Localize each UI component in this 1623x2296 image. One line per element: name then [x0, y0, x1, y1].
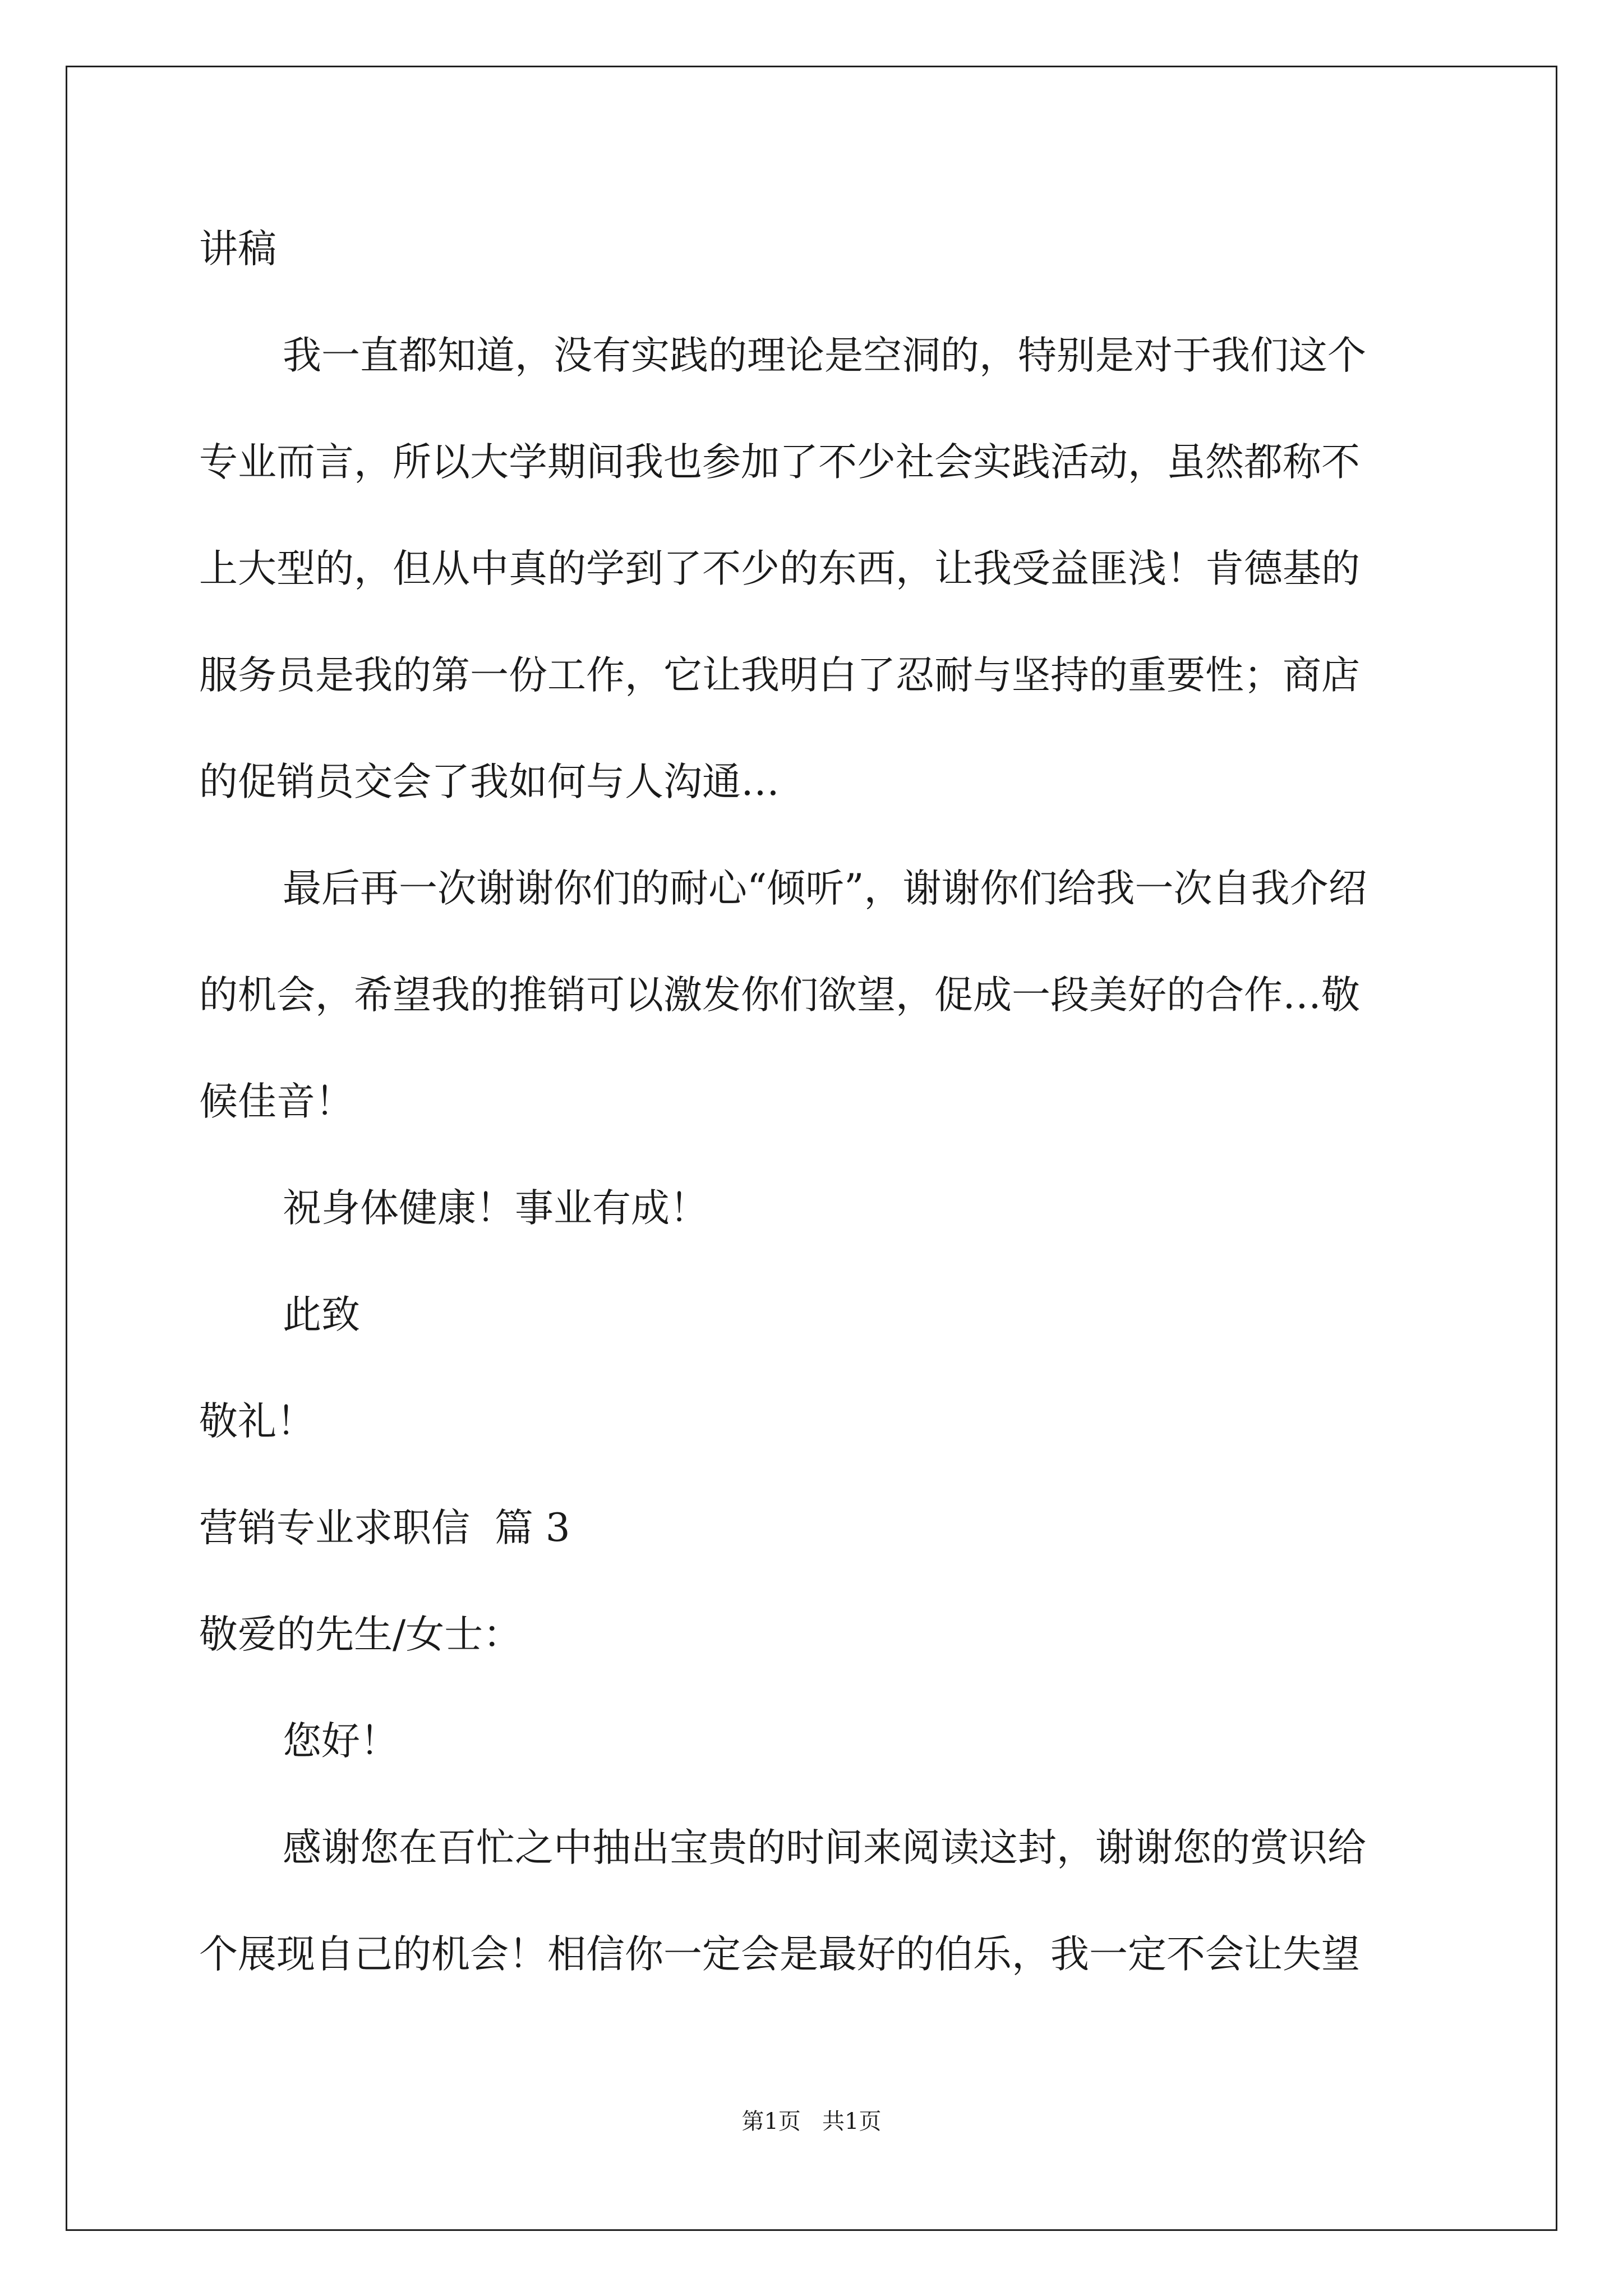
- text-line-closing: 此致: [283, 1292, 360, 1337]
- text-line-wishes: 祝身体健康！事业有成！: [283, 1186, 708, 1231]
- text-line-hello: 您好！: [283, 1719, 399, 1764]
- text-line: 的机会，希望我的推销可以激发你们欲望，促成一段美好的合作…敬: [199, 973, 1360, 1018]
- text-line-paragraph-2-start: 最后再一次谢谢你们的耐心“倾听”，谢谢你们给我一次自我介绍: [283, 866, 1367, 911]
- section-heading: 营销专业求职信 篇 3: [199, 1506, 570, 1550]
- text-line-heading-fragment: 讲稿: [199, 227, 276, 272]
- text-line: 专业而言，所以大学期间我也参加了不少社会实践活动，虽然都称不: [199, 440, 1360, 485]
- text-line: 服务员是我的第一份工作，它让我明白了忍耐与坚持的重要性；商店: [199, 653, 1360, 698]
- text-line-paragraph-1-start: 我一直都知道，没有实践的理论是空洞的，特别是对于我们这个: [283, 333, 1366, 378]
- text-line: 个展现自己的机会！相信你一定会是最好的伯乐，我一定不会让失望: [199, 1932, 1360, 1977]
- page-footer: 第1页 共1页: [741, 2109, 882, 2134]
- page-border: [66, 66, 1557, 2231]
- text-line: 的促销员交会了我如何与人沟通…: [199, 760, 780, 804]
- text-line-greeting: 敬爱的先生/女士：: [199, 1612, 522, 1657]
- text-line: 候佳音！: [199, 1079, 354, 1124]
- text-line-salute: 敬礼！: [199, 1399, 315, 1444]
- text-line-paragraph-3-start: 感谢您在百忙之中抽出宝贵的时间来阅读这封，谢谢您的赏识给: [283, 1825, 1366, 1870]
- text-line: 上大型的，但从中真的学到了不少的东西，让我受益匪浅！肯德基的: [199, 546, 1360, 591]
